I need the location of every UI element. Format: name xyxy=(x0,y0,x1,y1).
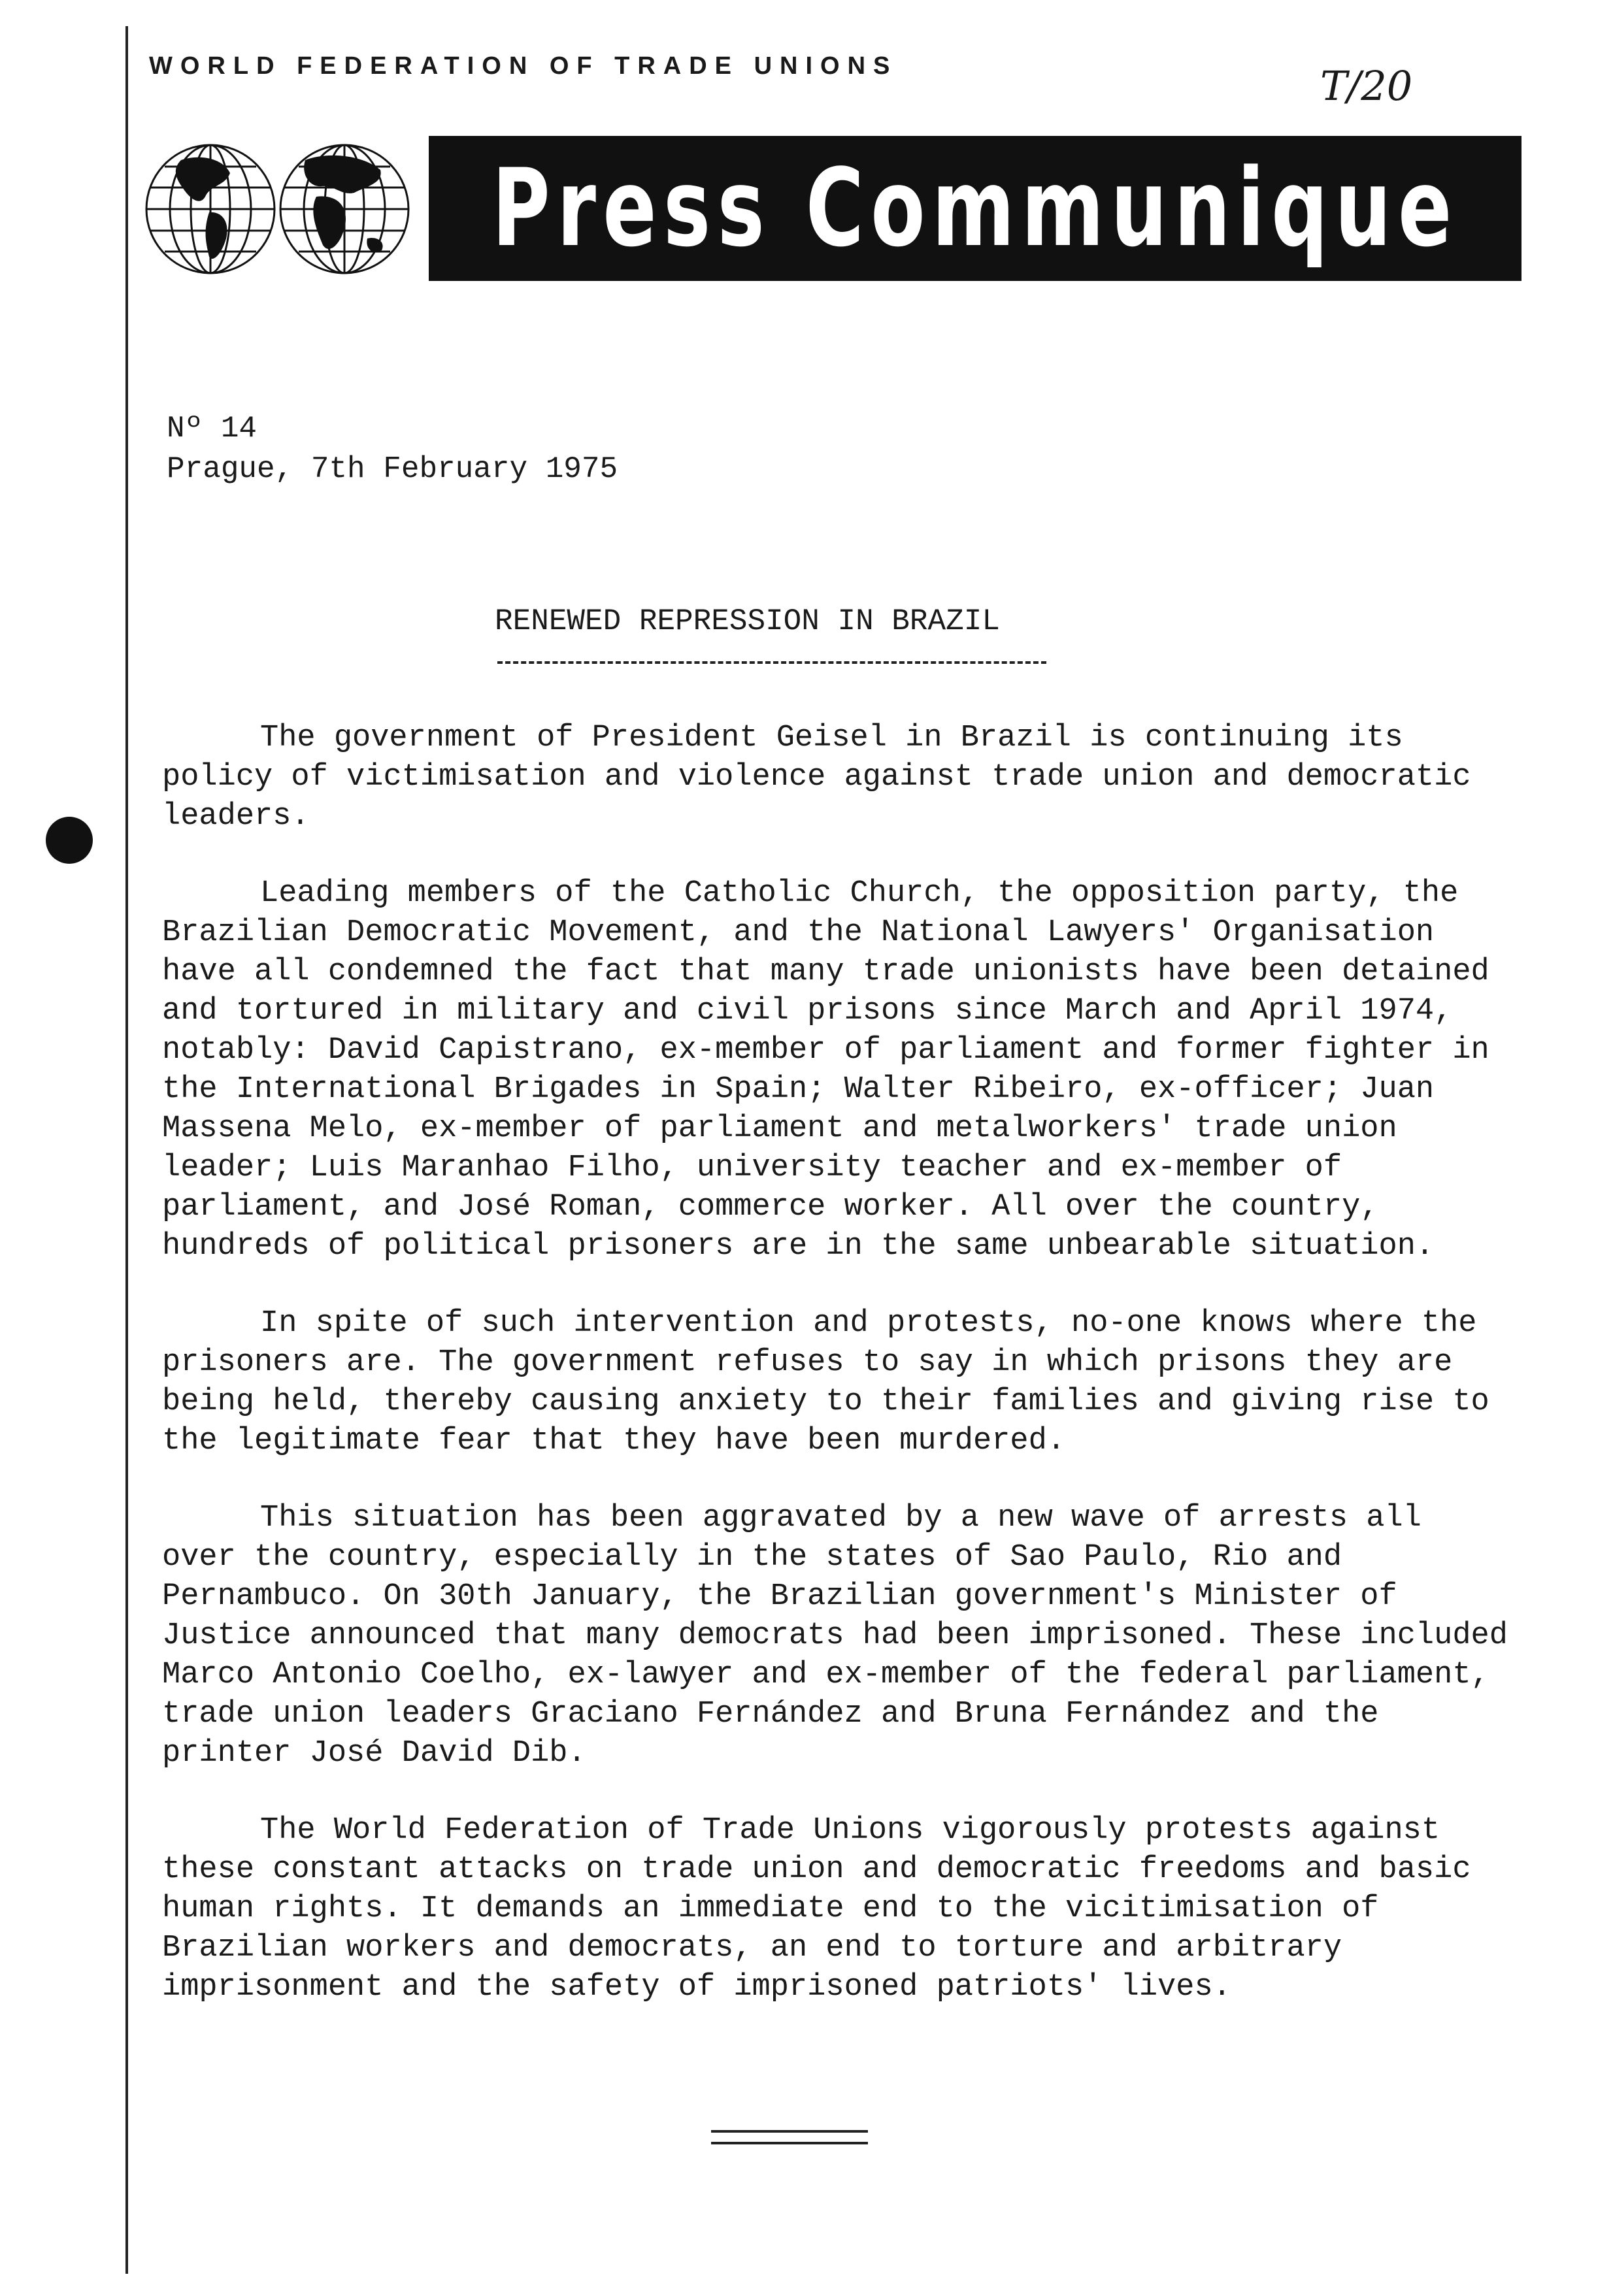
body-text xyxy=(162,719,1508,2045)
paragraph: In spite of such intervention and protests, no-one knows where the prisoners are. The government refuses to say in which prisons they are being held, thereby causing anxiety to their families and giving rise to the legitimate fear that they have been murdered. xyxy=(162,1306,1489,1458)
globe-logo-icon xyxy=(145,134,413,284)
headline-underline xyxy=(497,661,1046,664)
place-date: Prague, 7th February 1975 xyxy=(167,452,618,486)
paragraph: This situation has been aggravated by a new wave of arrests all over the country, especially in the states of Sao Paulo, Rio and Pernambuco. On 30th January, the Brazilian government's Minister of Justice announced that many democrats had been imprisoned. These included Marco Antonio Coelho, ex-lawyer and ex-member of the federal parliament, trade union leaders Graciano Fernández and Bruna Fernández and the printer José David Dib. xyxy=(162,1501,1508,1771)
issue-number: Nº 14 xyxy=(167,412,258,446)
paragraph: The government of President Geisel in Brazil is continuing its policy of victimisation and violence against trade union and democratic leaders. xyxy=(162,721,1471,834)
press-communique-banner xyxy=(429,136,1522,281)
paragraph: The World Federation of Trade Unions vigorously protests against these constant attacks on trade union and democratic freedoms and basic human rights. It demands an immediate end to the vicitimisation of Brazilian workers and democrats, an end to torture and arbitrary imprisonment and the safety of imprisoned patriots' lives. xyxy=(162,1813,1471,2005)
paragraph: Leading members of the Catholic Church, the opposition party, the Brazilian Democratic Movement, and the National Lawyers' Organisation have all condemned the fact that many trade unionists have been detained and tortured in military and civil prisons since March and April 1974, notably: David Capistrano, ex-member of parliament and former fighter in the International Brigades in Spain; Walter Ribeiro, ex-officer; Juan Massena Melo, ex-member of parliament and metalworkers' trade union leader; Luis Maranhao Filho, university teacher and ex-member of parliament, and José Roman, commerce worker. All over the country, hundreds of political prisoners are in the same unbearable situation. xyxy=(162,876,1489,1264)
handwritten-reference: T/20 xyxy=(1320,62,1413,110)
page-margin-line xyxy=(125,26,128,2274)
punch-hole xyxy=(46,817,93,864)
banner-title: Press Communique xyxy=(491,146,1459,271)
end-of-text-rule xyxy=(711,2130,868,2144)
headline: RENEWED REPRESSION IN BRAZIL xyxy=(495,604,1000,638)
organization-name: WORLD FEDERATION OF TRADE UNIONS xyxy=(149,52,898,80)
